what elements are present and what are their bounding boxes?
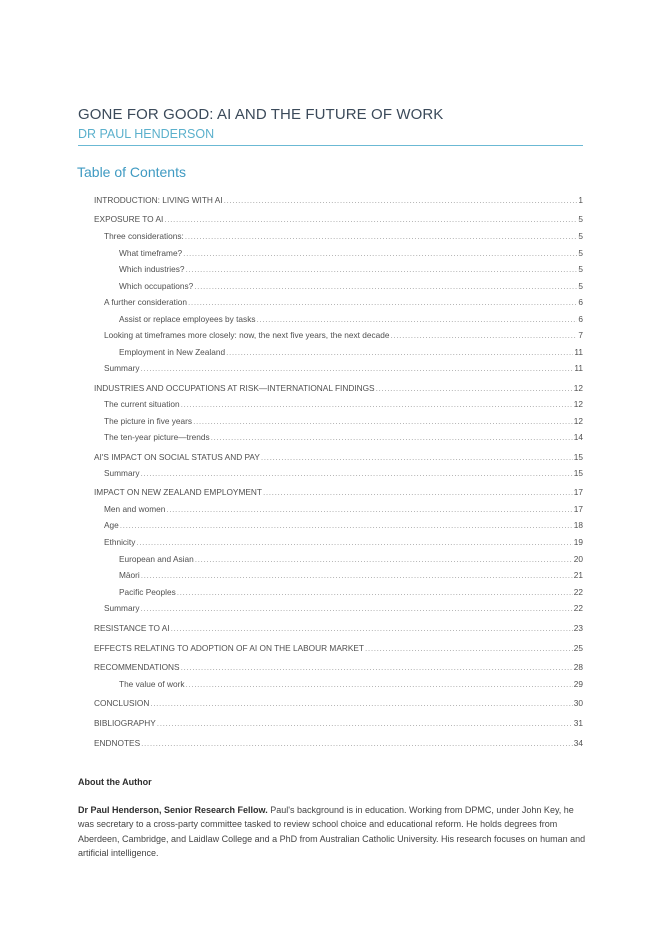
- toc-entry-page: 5: [578, 281, 583, 291]
- toc-entry-page: 12: [573, 399, 583, 409]
- toc-entry-label: Employment in New Zealand: [119, 347, 226, 357]
- toc-entry-label: Ethnicity: [104, 537, 136, 547]
- toc-leader-dots: [195, 554, 573, 565]
- toc-entry-label: RECOMMENDATIONS: [94, 662, 180, 672]
- toc-leader-dots: [166, 504, 572, 515]
- toc-entry[interactable]: [104, 330, 583, 341]
- toc-leader-dots: [185, 231, 578, 242]
- toc-entry[interactable]: [119, 264, 583, 275]
- toc-entry-page: 34: [573, 738, 583, 748]
- toc-leader-dots: [261, 452, 573, 463]
- toc-entry-label: Summary: [104, 603, 140, 613]
- toc-entry[interactable]: [104, 363, 583, 374]
- toc-entry-page: 5: [578, 214, 583, 224]
- toc-entry-page: 22: [573, 587, 583, 597]
- toc-entry[interactable]: [119, 679, 583, 690]
- toc-entry-page: 14: [573, 432, 583, 442]
- toc-leader-dots: [141, 603, 573, 614]
- toc-entry-page: 15: [573, 468, 583, 478]
- toc-entry-page: 11: [574, 363, 583, 373]
- document-title: GONE FOR GOOD: AI AND THE FUTURE OF WORK: [78, 106, 444, 123]
- toc-entry-page: 21: [573, 570, 583, 580]
- toc-leader-dots: [141, 738, 573, 749]
- toc-leader-dots: [193, 416, 573, 427]
- toc-entry[interactable]: [119, 587, 583, 598]
- toc-entry-page: 1: [578, 195, 583, 205]
- toc-leader-dots: [390, 330, 577, 341]
- toc-leader-dots: [263, 487, 573, 498]
- toc-entry-page: 6: [578, 314, 583, 324]
- toc-entry[interactable]: [119, 314, 583, 325]
- toc-leader-dots: [185, 264, 577, 275]
- toc-entry[interactable]: [104, 520, 583, 531]
- toc-leader-dots: [185, 679, 572, 690]
- toc-entry-page: 18: [573, 520, 583, 530]
- toc-entry-page: 11: [574, 347, 583, 357]
- toc-leader-dots: [171, 623, 573, 634]
- toc-entry[interactable]: [119, 554, 583, 565]
- toc-entry[interactable]: [94, 214, 583, 225]
- toc-leader-dots: [141, 363, 574, 374]
- toc-entry-page: 6: [578, 297, 583, 307]
- toc-entry-label: RESISTANCE TO AI: [94, 623, 170, 633]
- toc-entry-label: Summary: [104, 468, 140, 478]
- toc-entry[interactable]: [104, 468, 583, 479]
- toc-entry-label: Which occupations?: [119, 281, 194, 291]
- toc-entry[interactable]: [94, 662, 583, 673]
- toc-entry[interactable]: [104, 399, 583, 410]
- toc-entry-page: 12: [573, 416, 583, 426]
- toc-entry-label: What timeframe?: [119, 248, 183, 258]
- toc-entry-label: Men and women: [104, 504, 166, 514]
- toc-entry[interactable]: [119, 347, 583, 358]
- toc-entry-label: The value of work: [119, 679, 185, 689]
- toc-entry-label: Summary: [104, 363, 140, 373]
- toc-leader-dots: [226, 347, 573, 358]
- toc-entry-page: 25: [573, 643, 583, 653]
- toc-leader-dots: [257, 314, 578, 325]
- toc-entry-label: INTRODUCTION: LIVING WITH AI: [94, 195, 223, 205]
- author-bio: Paul's background is in education. Working from DPMC, under John Key, he was secretary to a cross-party committee tasked to review school choice and educational reform. He holds degrees from Aberdeen, Cambridge, and Laidlaw College and a PhD from Australian Catholic University. His research focuses on human and artificial intelligence.: [78, 805, 586, 859]
- toc-entry-page: 17: [573, 487, 583, 497]
- toc-entry-label: CONCLUSION: [94, 698, 150, 708]
- toc-entry[interactable]: [94, 718, 583, 729]
- toc-entry-label: A further consideration: [104, 297, 188, 307]
- toc-entry[interactable]: [94, 452, 583, 463]
- toc-leader-dots: [141, 468, 573, 479]
- toc-leader-dots: [188, 297, 577, 308]
- toc-entry[interactable]: [94, 738, 583, 749]
- toc-leader-dots: [157, 718, 573, 729]
- toc-leader-dots: [365, 643, 573, 654]
- toc-entry-page: 30: [573, 698, 583, 708]
- toc-entry-label: Age: [104, 520, 119, 530]
- toc-entry-page: 5: [578, 264, 583, 274]
- toc-heading: Table of Contents: [77, 164, 186, 180]
- toc-entry[interactable]: [104, 432, 583, 443]
- toc-entry-page: 17: [573, 504, 583, 514]
- toc-leader-dots: [120, 520, 573, 531]
- toc-entry-label: The picture in five years: [104, 416, 193, 426]
- title-divider: [78, 145, 583, 146]
- toc-entry-label: EXPOSURE TO AI: [94, 214, 164, 224]
- about-author-text: [78, 803, 586, 861]
- toc-leader-dots: [177, 587, 573, 598]
- toc-entry[interactable]: [104, 504, 583, 515]
- toc-entry-page: 5: [578, 248, 583, 258]
- toc-entry-label: Looking at timeframes more closely: now, the next five years, the next decade: [104, 330, 390, 340]
- toc-entry[interactable]: [94, 643, 583, 654]
- toc-entry[interactable]: [119, 248, 583, 259]
- toc-entry-label: The ten-year picture—trends: [104, 432, 210, 442]
- toc-leader-dots: [224, 195, 578, 206]
- toc-entry[interactable]: [94, 698, 583, 709]
- toc-entry[interactable]: [94, 383, 583, 394]
- toc-entry-page: 31: [573, 718, 583, 728]
- toc-leader-dots: [150, 698, 572, 709]
- toc-entry[interactable]: [119, 570, 583, 581]
- toc-entry[interactable]: [94, 487, 583, 498]
- toc-leader-dots: [194, 281, 577, 292]
- toc-entry-label: BIBLIOGRAPHY: [94, 718, 156, 728]
- toc-entry-page: 7: [578, 330, 583, 340]
- toc-leader-dots: [181, 399, 573, 410]
- toc-entry-label: Which industries?: [119, 264, 185, 274]
- toc-entry-label: EFFECTS RELATING TO ADOPTION OF AI ON THE LABOUR MARKET: [94, 643, 365, 653]
- toc-entry-page: 19: [573, 537, 583, 547]
- toc-entry-page: 5: [578, 231, 583, 241]
- toc-entry-label: AI'S IMPACT ON SOCIAL STATUS AND PAY: [94, 452, 260, 462]
- toc-entry-label: European and Asian: [119, 554, 194, 564]
- toc-entry-page: 20: [573, 554, 583, 564]
- toc-leader-dots: [376, 383, 573, 394]
- toc-entry[interactable]: [94, 623, 583, 634]
- toc-leader-dots: [181, 662, 573, 673]
- author-name: Dr Paul Henderson, Senior Research Fellow.: [78, 805, 268, 815]
- toc-leader-dots: [211, 432, 573, 443]
- toc-entry-label: Three considerations:: [104, 231, 184, 241]
- toc-leader-dots: [136, 537, 572, 548]
- toc-entry-page: 15: [573, 452, 583, 462]
- toc-entry-label: Assist or replace employees by tasks: [119, 314, 256, 324]
- toc-entry-label: IMPACT ON NEW ZEALAND EMPLOYMENT: [94, 487, 262, 497]
- toc-entry[interactable]: [104, 603, 583, 614]
- toc-entry-label: The current situation: [104, 399, 180, 409]
- toc-entry-label: Māori: [119, 570, 140, 580]
- toc-entry[interactable]: [104, 297, 583, 308]
- toc-leader-dots: [183, 248, 577, 259]
- toc-entry-page: 28: [573, 662, 583, 672]
- toc-entry[interactable]: [94, 195, 583, 206]
- toc-entry[interactable]: [104, 537, 583, 548]
- toc-entry[interactable]: [119, 281, 583, 292]
- toc-leader-dots: [164, 214, 577, 225]
- toc-entry-page: 22: [573, 603, 583, 613]
- toc-entry-page: 23: [573, 623, 583, 633]
- toc-entry-label: ENDNOTES: [94, 738, 141, 748]
- document-author: DR PAUL HENDERSON: [78, 127, 215, 141]
- toc-entry-label: INDUSTRIES AND OCCUPATIONS AT RISK—INTERNATIONAL FINDINGS: [94, 383, 375, 393]
- toc-leader-dots: [141, 570, 573, 581]
- toc-entry[interactable]: [104, 231, 583, 242]
- toc-entry[interactable]: [104, 416, 583, 427]
- toc-entry-page: 12: [573, 383, 583, 393]
- toc-entry-page: 29: [573, 679, 583, 689]
- toc-entry-label: Pacific Peoples: [119, 587, 176, 597]
- about-author-heading: About the Author: [78, 777, 152, 787]
